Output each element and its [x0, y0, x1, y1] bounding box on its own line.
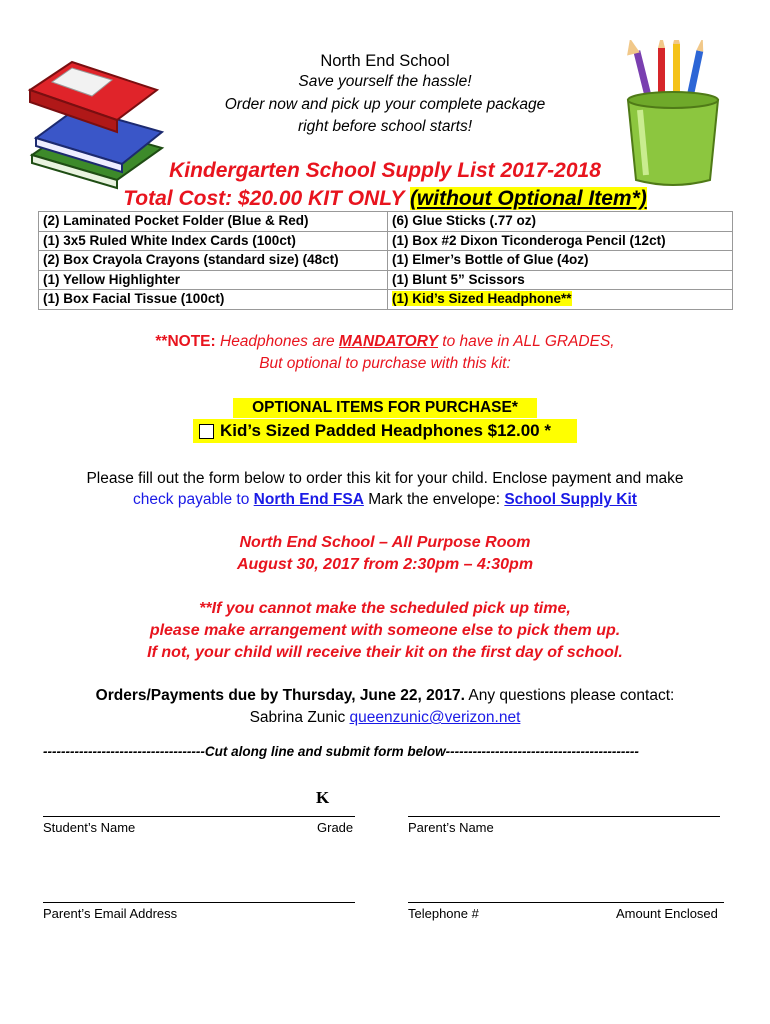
note-line-2: But optional to purchase with this kit: [259, 355, 511, 372]
table-row [39, 231, 733, 251]
kit-cost-note: (without Optional Item*) [409, 187, 647, 210]
supply-item: (1) 3x5 Ruled White Index Cards (100ct) [39, 231, 388, 251]
note-text-2: to have in ALL GRADES, [437, 333, 615, 350]
envelope-label: School Supply Kit [504, 491, 637, 508]
note-line-1 [0, 333, 770, 351]
table-row [39, 290, 733, 310]
table-row [39, 251, 733, 271]
parent-email-field[interactable] [43, 902, 355, 903]
headphone-highlight: (1) Kid’s Sized Headphone** [392, 291, 572, 306]
kit-cost [0, 186, 770, 211]
supply-item: (2) Laminated Pocket Folder (Blue & Red) [39, 212, 388, 232]
due-date: Orders/Payments due by Thursday, June 22, 2017. [95, 687, 465, 704]
supply-item: (1) Box #2 Dixon Ticonderoga Pencil (12ct) [388, 231, 733, 251]
supply-item: (2) Box Crayola Crayons (standard size) (48ct) [39, 251, 388, 271]
table-row [39, 212, 733, 232]
warning-line-3: If not, your child will receive their kit on the first day of school. [147, 644, 623, 661]
student-name-label: Student’s Name [43, 820, 136, 835]
supply-item-headphone [388, 290, 733, 310]
intro-line-3: right before school starts! [297, 118, 473, 135]
parent-name-label: Parent’s Name [408, 820, 494, 835]
kit-title: Kindergarten School Supply List 2017-2018 [169, 159, 601, 182]
telephone-amount-field[interactable] [408, 902, 724, 903]
optional-item-row [193, 419, 577, 443]
pickup-location: North End School – All Purpose Room [239, 534, 531, 551]
payee-name: North End FSA [253, 491, 364, 508]
optional-items-title: OPTIONAL ITEMS FOR PURCHASE* [233, 398, 537, 418]
instructions-mark-text: Mark the envelope: [363, 491, 505, 508]
note-mandatory: MANDATORY [338, 333, 438, 350]
amount-enclosed-label: Amount Enclosed [616, 906, 718, 921]
note-prefix: **NOTE: [155, 333, 216, 350]
contact-name: Sabrina Zunic [249, 709, 350, 726]
student-name-field[interactable] [43, 816, 355, 817]
headphones-checkbox[interactable] [199, 424, 214, 439]
supply-item: (1) Box Facial Tissue (100ct) [39, 290, 388, 310]
intro-line-1: Save yourself the hassle! [298, 73, 472, 90]
instructions-line-2 [0, 488, 770, 511]
kit-cost-text: Total Cost: $20.00 KIT ONLY [123, 187, 405, 210]
optional-item-label: Kid’s Sized Padded Headphones $12.00 * [220, 421, 551, 440]
supply-item: (1) Elmer’s Bottle of Glue (4oz) [388, 251, 733, 271]
parent-name-field[interactable] [408, 816, 720, 817]
due-line [0, 684, 770, 707]
note-text-1: Headphones are [215, 333, 339, 350]
pickup-datetime: August 30, 2017 from 2:30pm – 4:30pm [236, 556, 534, 573]
supply-item: (6) Glue Sticks (.77 oz) [388, 212, 733, 232]
supply-item: (1) Blunt 5” Scissors [388, 270, 733, 290]
supply-item: (1) Yellow Highlighter [39, 270, 388, 290]
parent-email-label: Parent’s Email Address [43, 906, 178, 921]
instructions-line-1: Please fill out the form below to order this kit for your child. Enclose payment and make [86, 470, 684, 487]
grade-label: Grade [317, 820, 354, 835]
school-name: North End School [320, 52, 450, 70]
table-row [39, 270, 733, 290]
supply-table [38, 211, 733, 310]
grade-value: K [316, 788, 330, 807]
instructions-check-text: check payable to [133, 491, 254, 508]
due-questions: Any questions please contact: [464, 687, 675, 704]
contact-line [0, 706, 770, 729]
warning-line-1: **If you cannot make the scheduled pick up time, [199, 600, 571, 617]
intro-line-2: Order now and pick up your complete package [224, 96, 546, 113]
warning-line-2: please make arrangement with someone else to pick them up. [149, 622, 621, 639]
telephone-label: Telephone # [408, 906, 479, 921]
cut-line: ------------------------------------Cut along line and submit form below------------------------------------------- [43, 744, 639, 759]
contact-email-link[interactable]: queenzunic@verizon.net [349, 709, 521, 726]
